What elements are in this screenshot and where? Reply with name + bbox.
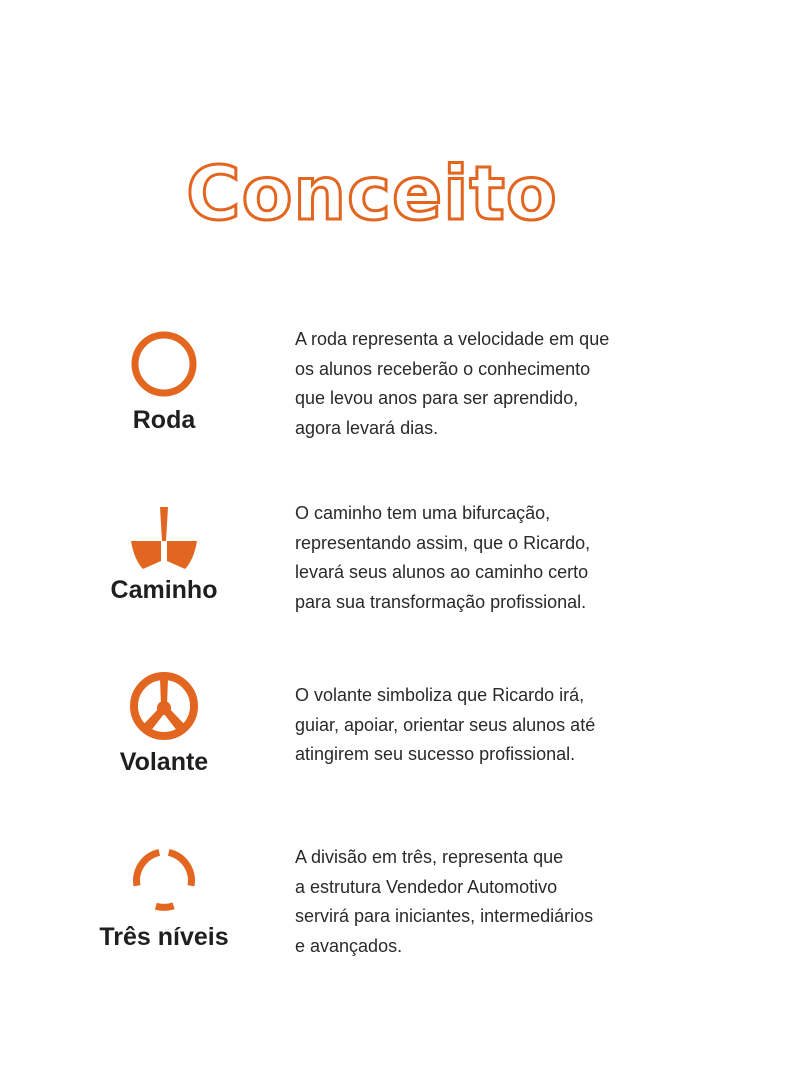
description-line: servirá para iniciantes, intermediários xyxy=(295,906,594,927)
description-line: O caminho tem uma bifurcação, xyxy=(295,503,551,523)
description-line: os alunos receberão o conhecimento xyxy=(295,358,591,379)
concept-label: Volante xyxy=(119,748,209,776)
concept-label: Roda xyxy=(132,406,196,434)
description-line: levará seus alunos ao caminho certo xyxy=(295,562,589,583)
description-line: atingirem seu sucesso profissional. xyxy=(295,744,576,765)
concept-description xyxy=(295,681,675,770)
description-line: guiar, apoiar, orientar seus alunos até xyxy=(295,714,596,735)
concept-description xyxy=(295,325,675,443)
three-segment-ring-icon xyxy=(128,845,200,917)
steering-wheel-icon xyxy=(128,670,200,742)
description-line: A divisão em três, representa que xyxy=(295,847,564,867)
description-line: O volante simboliza que Ricardo irá, xyxy=(295,685,585,705)
description-line: que levou anos para ser aprendido, xyxy=(295,388,579,409)
concept-label: Caminho xyxy=(110,576,218,604)
description-line: representando assim, que o Ricardo, xyxy=(295,532,591,553)
page-title: Conceito xyxy=(186,151,558,237)
description-line: agora levará dias. xyxy=(295,417,439,438)
concept-description xyxy=(295,843,675,961)
description-line: para sua transformação profissional. xyxy=(295,591,587,612)
fork-road-icon xyxy=(128,505,200,577)
concept-description xyxy=(295,499,675,617)
concept-label: Três níveis xyxy=(99,923,229,951)
description-line: A roda representa a velocidade em que xyxy=(295,329,610,349)
description-line: a estrutura Vendedor Automotivo xyxy=(295,876,558,897)
description-line: e avançados. xyxy=(295,935,403,956)
ring-icon xyxy=(128,328,200,400)
